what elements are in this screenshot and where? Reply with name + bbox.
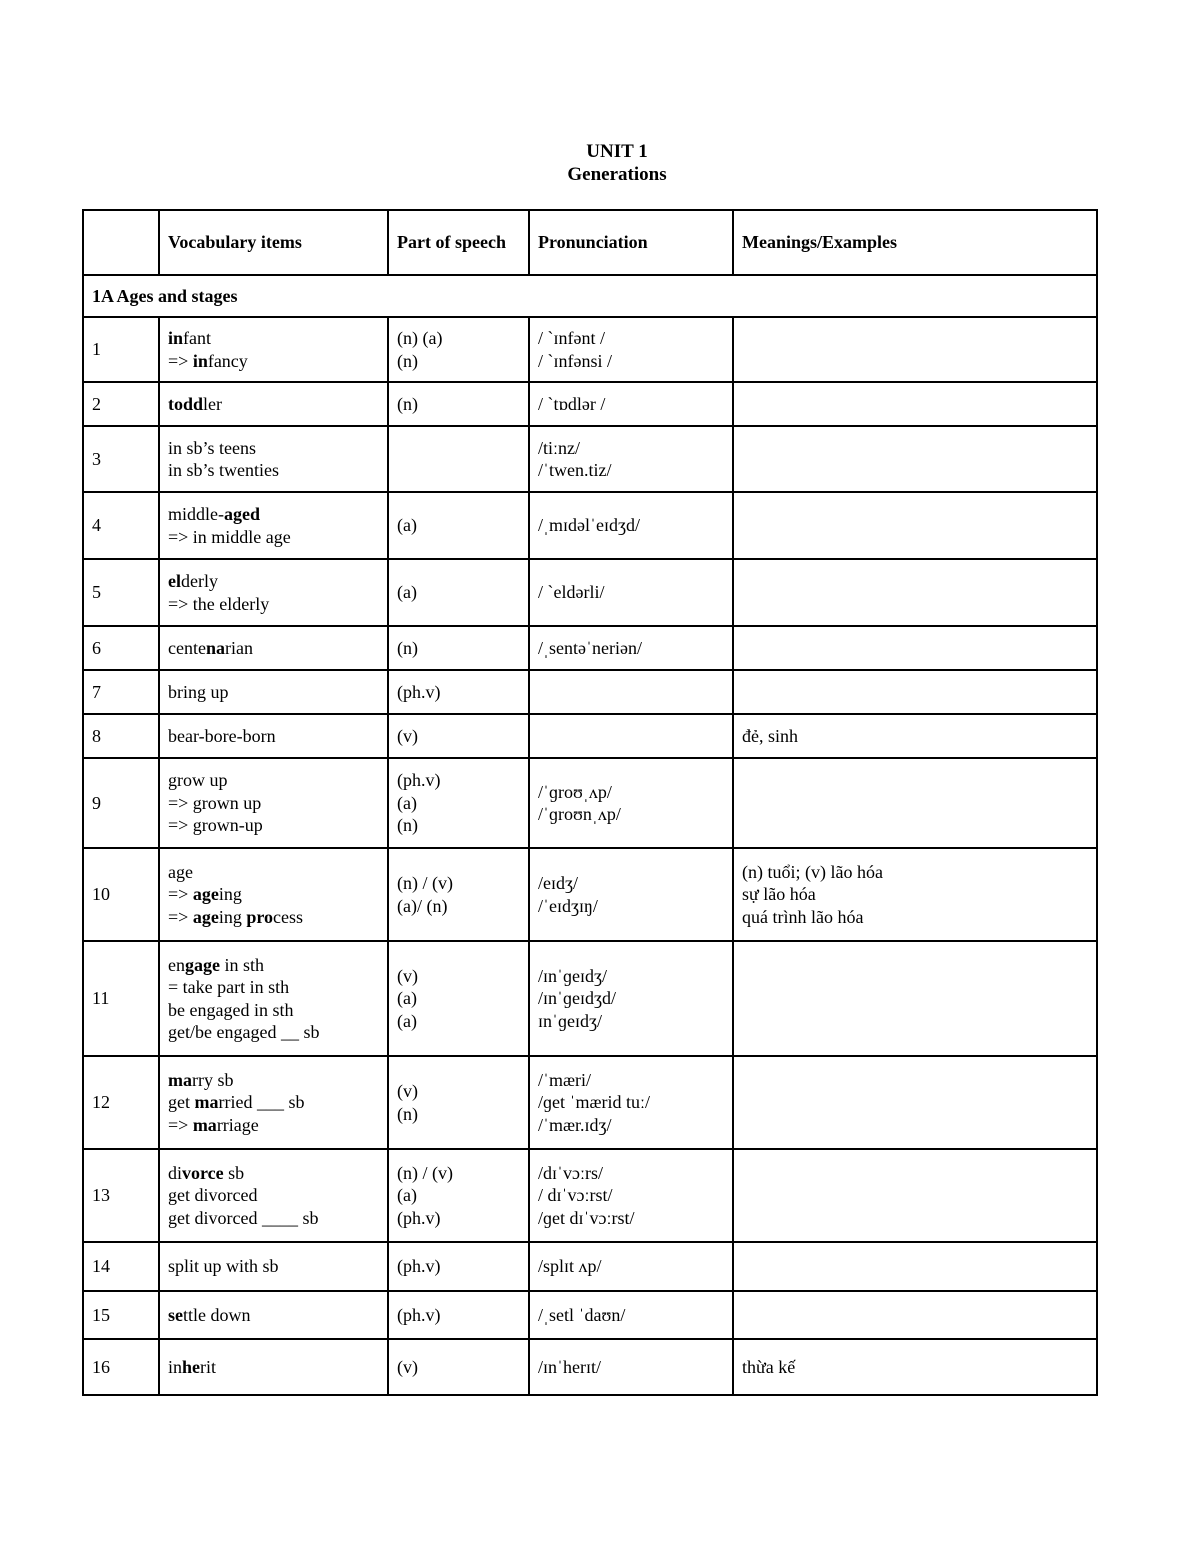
vocab-item-cell	[159, 1339, 388, 1395]
vocab-item-line: => grown up	[168, 792, 262, 813]
vocab-item-cell	[159, 1242, 388, 1291]
header-vocabulary: Vocabulary items	[159, 210, 388, 275]
vocab-item-line: marry sb	[168, 1069, 234, 1090]
vocab-item-line: = take part in sth	[168, 977, 290, 997]
pronunciation-line: /ˈmær.ɪdʒ/	[538, 1114, 612, 1135]
part-of-speech-line: (v)	[397, 1356, 418, 1377]
pronunciation-line: / ˋeldərli/	[538, 582, 605, 603]
vocab-item-line: be engaged in sth	[168, 999, 294, 1020]
pronunciation-line: / ˋɪnfənsi /	[538, 350, 612, 371]
part-of-speech-line: (n) / (v)	[397, 873, 453, 893]
pronunciation-line: / dɪˈvɔːrst/	[538, 1185, 613, 1206]
pronunciation-cell	[529, 626, 733, 670]
pronunciation-line: /ˈeɪdʒɪŋ/	[538, 895, 598, 916]
part-of-speech-cell	[388, 1291, 529, 1339]
part-of-speech-line: (n)	[397, 637, 418, 658]
pronunciation-line: /ˈmæri/	[538, 1069, 591, 1090]
pronunciation-line: /ɡet ˈmærid tuː/	[538, 1092, 650, 1113]
pronunciation-line: / ˋtɒdlər /	[538, 393, 606, 414]
row-number: 12	[83, 1056, 159, 1149]
unit-title: UNIT 1	[586, 141, 648, 162]
vocab-item-cell	[159, 317, 388, 382]
meaning-cell	[733, 848, 1097, 941]
part-of-speech-cell	[388, 1056, 529, 1149]
vocab-item-cell	[159, 1149, 388, 1242]
part-of-speech-line: (a)/ (n)	[397, 895, 448, 916]
meaning-cell	[733, 1056, 1097, 1149]
pronunciation-line: /ɪnˈɡeɪdʒd/	[538, 988, 616, 1009]
meaning-cell	[733, 941, 1097, 1056]
vocab-item-line: get divorced ____ sb	[168, 1207, 319, 1228]
table-row	[83, 848, 1097, 941]
vocab-item-line: => ageing process	[168, 906, 304, 927]
pronunciation-cell	[529, 758, 733, 848]
part-of-speech-cell	[388, 1339, 529, 1395]
table-row	[83, 626, 1097, 670]
vocab-item-line: settle down	[168, 1304, 251, 1325]
table-header-row	[83, 210, 1097, 275]
row-number: 15	[83, 1291, 159, 1339]
pronunciation-cell	[529, 1149, 733, 1242]
part-of-speech-line: (v)	[397, 725, 418, 746]
pronunciation-cell	[529, 1339, 733, 1395]
vocab-item-cell	[159, 559, 388, 626]
table-row	[83, 941, 1097, 1056]
vocab-item-cell	[159, 492, 388, 559]
meaning-cell	[733, 426, 1097, 492]
vocab-item-line: age	[168, 861, 193, 882]
pronunciation-line: /ɡet dɪˈvɔːrst/	[538, 1207, 635, 1228]
part-of-speech-cell	[388, 941, 529, 1056]
vocab-item-line: in sb’s teens	[168, 437, 256, 458]
part-of-speech-line: (n)	[397, 350, 418, 371]
meaning-cell	[733, 1149, 1097, 1242]
page-title	[0, 140, 1200, 186]
vocabulary-table	[82, 209, 1098, 1396]
table-row	[83, 1339, 1097, 1395]
part-of-speech-line: (ph.v)	[397, 681, 441, 702]
meaning-cell	[733, 1339, 1097, 1395]
vocab-item-cell	[159, 626, 388, 670]
pronunciation-line: /eɪdʒ/	[538, 873, 578, 893]
pronunciation-line: /tiːnz/	[538, 437, 580, 458]
part-of-speech-line: (a)	[397, 582, 417, 603]
meaning-cell	[733, 317, 1097, 382]
vocab-item-line: => the elderly	[168, 593, 270, 614]
meaning-cell	[733, 758, 1097, 848]
part-of-speech-cell	[388, 758, 529, 848]
vocab-item-line: middle-aged	[168, 504, 260, 524]
section-row	[83, 275, 1097, 317]
pronunciation-cell	[529, 382, 733, 426]
row-number: 5	[83, 559, 159, 626]
pronunciation-cell	[529, 714, 733, 758]
table-row	[83, 1242, 1097, 1291]
part-of-speech-line: (a)	[397, 1185, 417, 1206]
row-number: 6	[83, 626, 159, 670]
section-title: 1A Ages and stages	[83, 275, 1097, 317]
table-row	[83, 670, 1097, 714]
pronunciation-cell	[529, 941, 733, 1056]
header-part-of-speech: Part of speech	[388, 210, 529, 275]
part-of-speech-line: (ph.v)	[397, 770, 441, 791]
vocab-item-cell	[159, 714, 388, 758]
row-number: 7	[83, 670, 159, 714]
pronunciation-line: /ˌmɪdəlˈeɪdʒd/	[538, 515, 640, 536]
meaning-cell	[733, 492, 1097, 559]
vocab-item-line: divorce sb	[168, 1162, 245, 1183]
meaning-line: thừa kế	[742, 1356, 796, 1377]
table-row	[83, 758, 1097, 848]
vocab-item-line: bring up	[168, 681, 229, 702]
row-number: 9	[83, 758, 159, 848]
part-of-speech-line: (a)	[397, 515, 417, 536]
vocab-item-line: elderly	[168, 571, 218, 591]
part-of-speech-line: (n)	[397, 815, 418, 836]
part-of-speech-cell	[388, 382, 529, 426]
unit-subtitle: Generations	[567, 164, 667, 185]
pronunciation-cell	[529, 317, 733, 382]
vocab-item-line: toddler	[168, 393, 222, 414]
pronunciation-line: /ɪnˈherɪt/	[538, 1356, 601, 1377]
vocab-item-line: engage in sth	[168, 954, 265, 975]
row-number: 11	[83, 941, 159, 1056]
part-of-speech-cell	[388, 626, 529, 670]
meaning-cell	[733, 670, 1097, 714]
meaning-cell	[733, 559, 1097, 626]
part-of-speech-line: (n)	[397, 1103, 418, 1124]
row-number: 8	[83, 714, 159, 758]
pronunciation-line: /ˌsentəˈneriən/	[538, 637, 642, 658]
vocab-item-line: inherit	[168, 1356, 217, 1377]
vocab-item-line: => ageing	[168, 884, 242, 905]
row-number: 14	[83, 1242, 159, 1291]
part-of-speech-line: (a)	[397, 792, 417, 813]
table-row	[83, 559, 1097, 626]
vocab-item-cell	[159, 670, 388, 714]
pronunciation-line: / ˋɪnfənt /	[538, 328, 605, 348]
part-of-speech-cell	[388, 714, 529, 758]
table-row	[83, 1056, 1097, 1149]
row-number: 3	[83, 426, 159, 492]
table-row	[83, 714, 1097, 758]
vocab-item-cell	[159, 941, 388, 1056]
row-number: 1	[83, 317, 159, 382]
meaning-cell	[733, 714, 1097, 758]
pronunciation-cell	[529, 492, 733, 559]
part-of-speech-cell	[388, 559, 529, 626]
part-of-speech-cell	[388, 426, 529, 492]
pronunciation-line: /ˈɡroʊnˌʌp/	[538, 804, 621, 824]
pronunciation-line: /ɪnˈɡeɪdʒ/	[538, 965, 607, 986]
pronunciation-line: /ˈtwen.tiz/	[538, 460, 612, 480]
row-number: 10	[83, 848, 159, 941]
vocab-item-line: bear-bore-born	[168, 725, 276, 746]
meaning-line: (n) tuổi; (v) lão hóa	[742, 861, 883, 882]
table-row	[83, 492, 1097, 559]
part-of-speech-line: (v)	[397, 965, 418, 986]
part-of-speech-line: (v)	[397, 1081, 418, 1101]
meaning-line: quá trình lão hóa	[742, 906, 864, 927]
part-of-speech-line: (ph.v)	[397, 1256, 441, 1277]
vocab-item-line: => in middle age	[168, 526, 291, 547]
vocab-item-cell	[159, 848, 388, 941]
row-number: 13	[83, 1149, 159, 1242]
pronunciation-line: /ˌsetl ˈdaʊn/	[538, 1304, 626, 1325]
meaning-cell	[733, 1242, 1097, 1291]
vocab-item-line: => infancy	[168, 350, 248, 371]
vocab-item-line: centenarian	[168, 637, 253, 658]
vocab-item-cell	[159, 758, 388, 848]
header-number	[83, 210, 159, 275]
pronunciation-cell	[529, 848, 733, 941]
part-of-speech-cell	[388, 1242, 529, 1291]
part-of-speech-cell	[388, 1149, 529, 1242]
meaning-line: sự lão hóa	[742, 884, 816, 905]
header-pronunciation: Pronunciation	[529, 210, 733, 275]
pronunciation-cell	[529, 1242, 733, 1291]
vocab-item-cell	[159, 1291, 388, 1339]
meaning-cell	[733, 1291, 1097, 1339]
row-number: 4	[83, 492, 159, 559]
table-row	[83, 317, 1097, 382]
table-row	[83, 1291, 1097, 1339]
table-row	[83, 426, 1097, 492]
part-of-speech-line: (n) (a)	[397, 328, 443, 348]
part-of-speech-cell	[388, 848, 529, 941]
vocab-item-line: => grown-up	[168, 815, 263, 836]
table-row	[83, 1149, 1097, 1242]
part-of-speech-line: (n)	[397, 393, 418, 414]
meaning-cell	[733, 626, 1097, 670]
part-of-speech-line: (a)	[397, 1010, 417, 1031]
pronunciation-cell	[529, 1056, 733, 1149]
row-number: 2	[83, 382, 159, 426]
vocab-item-cell	[159, 426, 388, 492]
pronunciation-cell	[529, 670, 733, 714]
pronunciation-line: /splɪt ʌp/	[538, 1256, 602, 1277]
part-of-speech-line: (ph.v)	[397, 1304, 441, 1325]
part-of-speech-cell	[388, 317, 529, 382]
meaning-line: đẻ, sinh	[742, 725, 798, 746]
header-meanings: Meanings/Examples	[733, 210, 1097, 275]
part-of-speech-cell	[388, 670, 529, 714]
pronunciation-cell	[529, 559, 733, 626]
vocab-item-line: get divorced	[168, 1185, 258, 1206]
part-of-speech-line: (n) / (v)	[397, 1162, 453, 1183]
vocab-item-line: => marriage	[168, 1114, 259, 1135]
vocab-item-line: grow up	[168, 770, 228, 791]
pronunciation-line: /dɪˈvɔːrs/	[538, 1162, 603, 1183]
vocab-item-cell	[159, 382, 388, 426]
vocab-item-line: infant	[168, 328, 211, 348]
pronunciation-line: ɪnˈɡeɪdʒ/	[538, 1010, 602, 1031]
part-of-speech-cell	[388, 492, 529, 559]
pronunciation-cell	[529, 1291, 733, 1339]
part-of-speech-line: (ph.v)	[397, 1207, 441, 1228]
meaning-cell	[733, 382, 1097, 426]
vocab-item-line: in sb’s twenties	[168, 460, 279, 480]
vocab-item-line: split up with sb	[168, 1256, 279, 1277]
vocab-item-line: get/be engaged __ sb	[168, 1022, 320, 1042]
pronunciation-line: /ˈɡroʊˌʌp/	[538, 781, 612, 802]
vocab-item-cell	[159, 1056, 388, 1149]
table-row	[83, 382, 1097, 426]
vocab-item-line: get married ___ sb	[168, 1092, 305, 1113]
pronunciation-cell	[529, 426, 733, 492]
row-number: 16	[83, 1339, 159, 1395]
part-of-speech-line: (a)	[397, 988, 417, 1009]
